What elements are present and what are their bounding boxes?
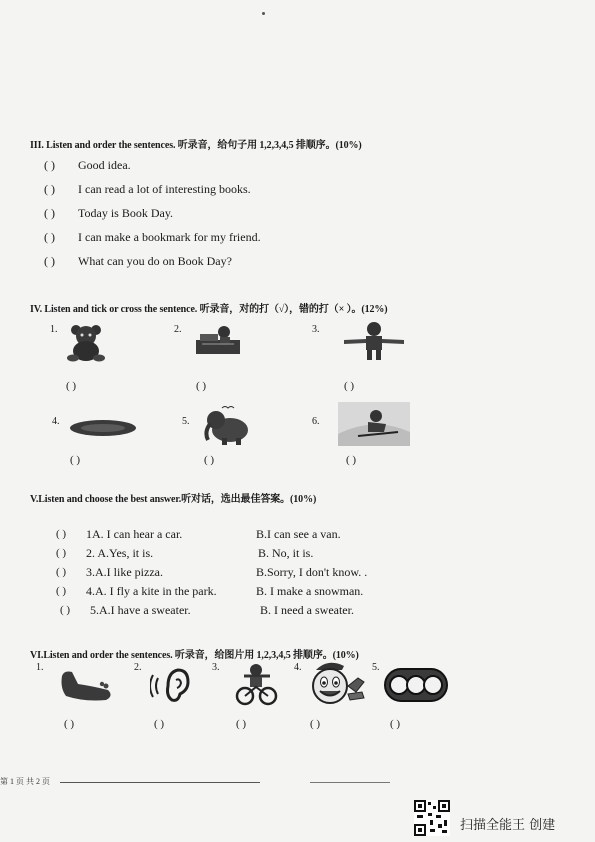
section5-option-a-4: 4.A. I fly a kite in the park. [86, 584, 217, 598]
section4-answer-2[interactable]: ( ) [196, 380, 207, 392]
girl-sledding-icon [338, 402, 410, 446]
section4-answer-6[interactable]: ( ) [346, 454, 357, 466]
section4-answer-4[interactable]: ( ) [70, 454, 81, 466]
section5-option-b-1: B.I can see a van. [256, 527, 341, 541]
section6-answer-5[interactable]: ( ) [390, 718, 401, 730]
rug-icon [68, 418, 138, 438]
section5-option-a-1: 1A. I can hear a car. [86, 527, 183, 541]
section6-number-4: 4. [294, 662, 302, 673]
boy-on-bike-icon [234, 662, 280, 706]
qr-code-icon [414, 800, 450, 836]
section5-option-a-2: 2. A.Yes, it is. [86, 546, 154, 560]
section6-number-2: 2. [134, 662, 142, 673]
section5-option-b-5: B. I need a sweater. [260, 603, 354, 617]
section4-answer-1[interactable]: ( ) [66, 380, 77, 392]
section6-number-1: 1. [36, 662, 44, 673]
section4-number-1: 1. [50, 324, 58, 335]
section6-answer-1[interactable]: ( ) [64, 718, 75, 730]
foot-icon [58, 668, 114, 704]
scan-speck [262, 12, 265, 15]
section4-heading: IV. Listen and tick or cross the sentence. 听录音，对的打（√），错的打（× ）。(12%) [30, 304, 388, 315]
section6-number-3: 3. [212, 662, 220, 673]
footer-rule-right [310, 782, 390, 783]
section5-heading: V.Listen and choose the best answer.听对话，选出最佳答案。(10%) [30, 494, 317, 505]
section5-bracket-4[interactable]: ( ) [56, 585, 67, 597]
section6-answer-2[interactable]: ( ) [154, 718, 165, 730]
section4-number-5: 5. [182, 416, 190, 427]
section5-option-b-4: B. I make a snowman. [256, 584, 364, 598]
section3-item-5: ( ) What can you do on Book Day? [44, 254, 232, 268]
section6-heading: VI.Listen and order the sentences. 听录音，给图片用 1,2,3,4,5 排顺序。(10%) [30, 650, 359, 661]
section6-answer-4[interactable]: ( ) [310, 718, 321, 730]
elephant-icon [202, 406, 254, 446]
section5-option-b-2: B. No, it is. [258, 546, 314, 560]
scanner-watermark: 扫描全能王 创建 [460, 818, 556, 833]
section3-item-4: ( ) I can make a bookmark for my friend. [44, 230, 261, 244]
section4-number-2: 2. [174, 324, 182, 335]
section6-number-5: 5. [372, 662, 380, 673]
section5-option-b-3: B.Sorry, I don't know. . [256, 565, 368, 579]
traffic-light-icon [384, 668, 448, 702]
boy-reading-icon [194, 324, 242, 358]
section3-heading: III. Listen and order the sentences. 听录音，给句子用 1,2,3,4,5 排顺序。(10%) [30, 140, 362, 151]
section6-answer-3[interactable]: ( ) [236, 718, 247, 730]
section4-number-3: 3. [312, 324, 320, 335]
section5-bracket-5[interactable]: ( ) [60, 604, 71, 616]
section3-item-3: ( ) Today is Book Day. [44, 206, 174, 220]
section5-option-a-3: 3.A.I like pizza. [86, 565, 163, 579]
section5-bracket-2[interactable]: ( ) [56, 547, 67, 559]
section4-number-6: 6. [312, 416, 320, 427]
section5-option-a-5: 5.A.I have a sweater. [90, 603, 191, 617]
section3-item-2: ( ) I can read a lot of interesting books. [44, 182, 251, 196]
page-footer: 第 1 页 共 2 页 [0, 777, 50, 786]
teddy-bear-icon [64, 322, 110, 362]
section4-answer-3[interactable]: ( ) [344, 380, 355, 392]
smiling-face-icon [306, 660, 370, 706]
section3-item-1: ( ) Good idea. [44, 158, 131, 172]
section4-answer-5[interactable]: ( ) [204, 454, 215, 466]
footer-rule [60, 782, 260, 783]
section5-bracket-3[interactable]: ( ) [56, 566, 67, 578]
ear-icon [150, 666, 192, 706]
section4-number-4: 4. [52, 416, 60, 427]
boy-flying-icon [342, 320, 406, 362]
section5-bracket-1[interactable]: ( ) [56, 528, 67, 540]
